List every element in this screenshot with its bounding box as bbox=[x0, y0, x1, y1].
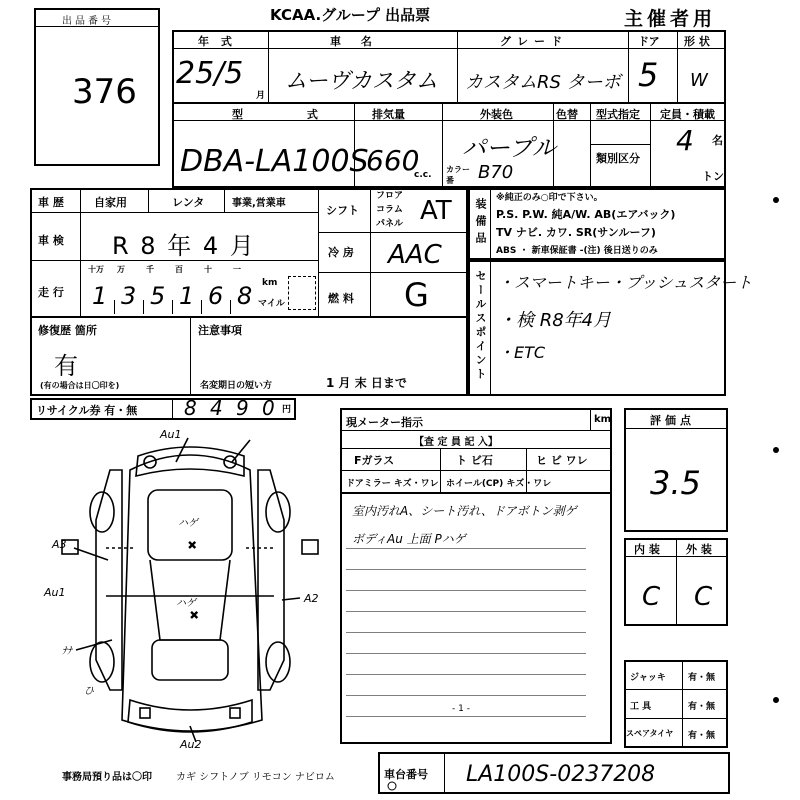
ac-value: AAC bbox=[388, 240, 442, 270]
inspector-label: 【査 定 員 記 入】 bbox=[414, 437, 498, 448]
host-label: 主催者用 bbox=[624, 8, 717, 30]
grade-value: カスタムRS ターボ bbox=[465, 72, 621, 93]
diagram-mark-a3: A3 bbox=[52, 538, 67, 551]
sales-point-line-2: ・検 R8年4月 bbox=[498, 310, 612, 331]
remark-line-rule bbox=[346, 548, 586, 549]
jack-option: 有・無 bbox=[688, 673, 716, 683]
remark-line-rule bbox=[346, 611, 586, 612]
shape-value: W bbox=[690, 70, 708, 91]
diagram-mark-au1-top: Au1 bbox=[160, 428, 182, 441]
capacity-unit-ton: トン bbox=[702, 170, 724, 183]
score-label: 評価点 bbox=[650, 414, 695, 427]
sales-point-label: セールスポイント bbox=[474, 270, 487, 382]
equipment-row-2: TV ナビ. カワ. SR(サンルーフ) bbox=[496, 226, 656, 239]
inspection-value: R 8 年 4 月 bbox=[112, 232, 256, 260]
meter-unit: km bbox=[594, 414, 612, 425]
recycle-unit: 円 bbox=[282, 405, 292, 415]
car-name-value: ムーヴカスタム bbox=[285, 69, 438, 94]
year-unit: 月 bbox=[256, 91, 266, 101]
shift-panel-option: パネル bbox=[376, 219, 404, 229]
interior-label: 内 装 bbox=[634, 543, 660, 556]
mileage-unit-2: 千 bbox=[146, 265, 154, 274]
history-label: 車 歴 bbox=[38, 196, 64, 209]
mileage-digit-3: 1 bbox=[179, 282, 195, 310]
color-label: 外装色 bbox=[480, 108, 513, 121]
mileage-digit-4: 6 bbox=[208, 282, 224, 310]
diagram-mark-au1-left: Au1 bbox=[44, 586, 66, 599]
recycle-digit-2: 9 bbox=[236, 396, 249, 420]
office-items-list: カギ シフトノブ リモコン ナビロム bbox=[176, 772, 335, 783]
year-value: 25/5 bbox=[176, 56, 244, 91]
mileage-unit-0: 十万 bbox=[88, 265, 104, 274]
shape-label: 形 状 bbox=[684, 35, 710, 48]
chassis-value: LA100S-0237208 bbox=[466, 762, 656, 787]
repair-note: (有の場合は日〇印を) bbox=[40, 381, 120, 390]
name-label: 車 名 bbox=[330, 35, 380, 48]
diagram-mark-au2: Au2 bbox=[180, 738, 202, 751]
color-change-label: 色替 bbox=[556, 108, 578, 121]
diagram-mark-ui: ひ bbox=[84, 686, 94, 697]
mile-label: マイル bbox=[258, 299, 285, 309]
meter-label: 現メーター指示 bbox=[346, 416, 423, 429]
color-value: パープル bbox=[462, 134, 556, 162]
capacity-value: 4 bbox=[676, 124, 694, 157]
inspection-label: 車 検 bbox=[38, 234, 64, 247]
remark-line-rule bbox=[346, 590, 586, 591]
equipment-row-3: ABS ・ 新車保証書 -(注) 後日送りのみ bbox=[496, 246, 658, 256]
tool-label: 工 具 bbox=[630, 702, 652, 712]
score-value: 3.5 bbox=[650, 464, 701, 502]
recycle-digit-3: 0 bbox=[262, 396, 275, 420]
cc-unit: c.c. bbox=[414, 170, 432, 180]
mileage-unit-1: 万 bbox=[117, 265, 125, 274]
shift-column-option: コラム bbox=[376, 205, 403, 215]
diagram-mark-a2: A2 bbox=[304, 592, 319, 605]
lot-number-value: 376 bbox=[72, 72, 137, 112]
rental-option: レンタ bbox=[172, 196, 205, 209]
exterior-value: C bbox=[694, 582, 713, 612]
form-title: KCAA.グループ 出品票 bbox=[270, 6, 431, 24]
approval-label: 型式指定 bbox=[596, 108, 640, 121]
notice-label: 注意事項 bbox=[198, 324, 242, 337]
remark-line-rule bbox=[346, 653, 586, 654]
repair-value: 有 bbox=[54, 352, 78, 380]
door-mirror-option: ドアミラー キズ・ワレ bbox=[346, 479, 439, 489]
deadline-value: 1 月 末 日まで bbox=[326, 376, 407, 390]
sales-point-line-3: ・ETC bbox=[498, 343, 546, 362]
diagram-mark-ta: ﾅﾅ bbox=[62, 646, 72, 657]
exterior-label: 外 装 bbox=[686, 543, 712, 556]
remark-line-rule bbox=[346, 569, 586, 570]
km-label: km bbox=[262, 278, 278, 288]
diagram-mark-hage-1: ハゲ bbox=[178, 518, 198, 529]
displacement-value: 660 bbox=[366, 144, 420, 177]
equipment-label: 装備品 bbox=[474, 198, 487, 249]
svg-text:×: × bbox=[188, 540, 197, 551]
mileage-unit-5: 一 bbox=[233, 265, 241, 274]
shift-label: シフト bbox=[326, 204, 359, 217]
mileage-unit-4: 十 bbox=[204, 265, 212, 274]
shift-value: AT bbox=[420, 196, 452, 226]
diagram-mark-hage-2: ハゲ bbox=[176, 598, 196, 609]
spare-tire-option: 有・無 bbox=[688, 731, 716, 741]
class-label: 類別区分 bbox=[596, 152, 640, 165]
mileage-digit-5: 8 bbox=[237, 282, 253, 310]
chassis-label: 車台番号 bbox=[384, 768, 428, 781]
shift-floor-option: フロア bbox=[376, 191, 404, 201]
model-label: 型 式 bbox=[232, 108, 348, 121]
tool-option: 有・無 bbox=[688, 702, 716, 712]
business-option: 事業,営業車 bbox=[232, 198, 286, 209]
recycle-digit-0: 8 bbox=[184, 396, 197, 420]
remark-line-rule bbox=[346, 716, 586, 717]
repair-label: 修復歴 箇所 bbox=[38, 324, 97, 337]
year-label: 年 式 bbox=[198, 35, 236, 48]
private-use-option: 自家用 bbox=[94, 196, 127, 209]
wheel-option: ホイール(CP) キズ・ワレ bbox=[446, 479, 552, 489]
remark-line-2: ボディAu 上面 Pハゲ bbox=[352, 532, 466, 546]
mileage-digit-2: 5 bbox=[150, 282, 166, 310]
f-glass-label: Fガラス bbox=[354, 454, 395, 467]
color-number-label: カラー 番 bbox=[446, 165, 470, 185]
jack-label: ジャッキ bbox=[630, 673, 666, 683]
remark-line-rule bbox=[346, 674, 586, 675]
door-label: ドア bbox=[638, 35, 660, 48]
sales-point-line-1: ・スマートキー・プッシュスタート bbox=[498, 273, 753, 292]
capacity-unit-mei: 名 bbox=[712, 134, 723, 147]
mileage-digit-1: 3 bbox=[121, 282, 137, 310]
mileage-label: 走 行 bbox=[38, 286, 64, 299]
interior-value: C bbox=[642, 582, 661, 612]
remark-dash: - 1 - bbox=[452, 704, 470, 714]
equipment-row-1: P.S. P.W. 純A/W. AB(エアバック) bbox=[496, 208, 676, 221]
stone-chip-option: ト ビ石 bbox=[456, 454, 493, 467]
crack-option: ヒ ビ ワレ bbox=[536, 454, 588, 467]
recycle-label: リサイクル券 有・無 bbox=[36, 404, 138, 417]
remark-line-rule bbox=[346, 632, 586, 633]
lot-number-label: 出品番号 bbox=[62, 16, 114, 27]
office-items-label: 事務局預り品は〇印 bbox=[62, 772, 152, 783]
equipment-note: ※純正のみ○印で下さい。 bbox=[496, 193, 603, 203]
grade-label: グレード bbox=[500, 35, 568, 48]
doors-value: 5 bbox=[638, 56, 659, 94]
deadline-label: 名変期日の短い方 bbox=[200, 381, 273, 391]
model-value: DBA-LA100S bbox=[180, 144, 369, 179]
fuel-label: 燃 料 bbox=[328, 292, 354, 305]
remark-line-1: 室内汚れA、シート汚れ、ドアボトン剥ゲ bbox=[352, 504, 577, 518]
fuel-value: G bbox=[404, 276, 429, 314]
svg-text:×: × bbox=[190, 610, 199, 621]
mileage-unit-3: 百 bbox=[175, 265, 183, 274]
displacement-label: 排気量 bbox=[372, 108, 405, 121]
mileage-digit-0: 1 bbox=[92, 282, 108, 310]
recycle-digit-1: 4 bbox=[210, 396, 223, 420]
spare-tire-label: スペアタイヤ bbox=[626, 729, 674, 738]
remark-line-rule bbox=[346, 695, 586, 696]
capacity-label: 定員・積載 bbox=[660, 108, 715, 121]
ac-label: 冷 房 bbox=[328, 246, 354, 259]
color-code-value: B70 bbox=[478, 162, 514, 183]
